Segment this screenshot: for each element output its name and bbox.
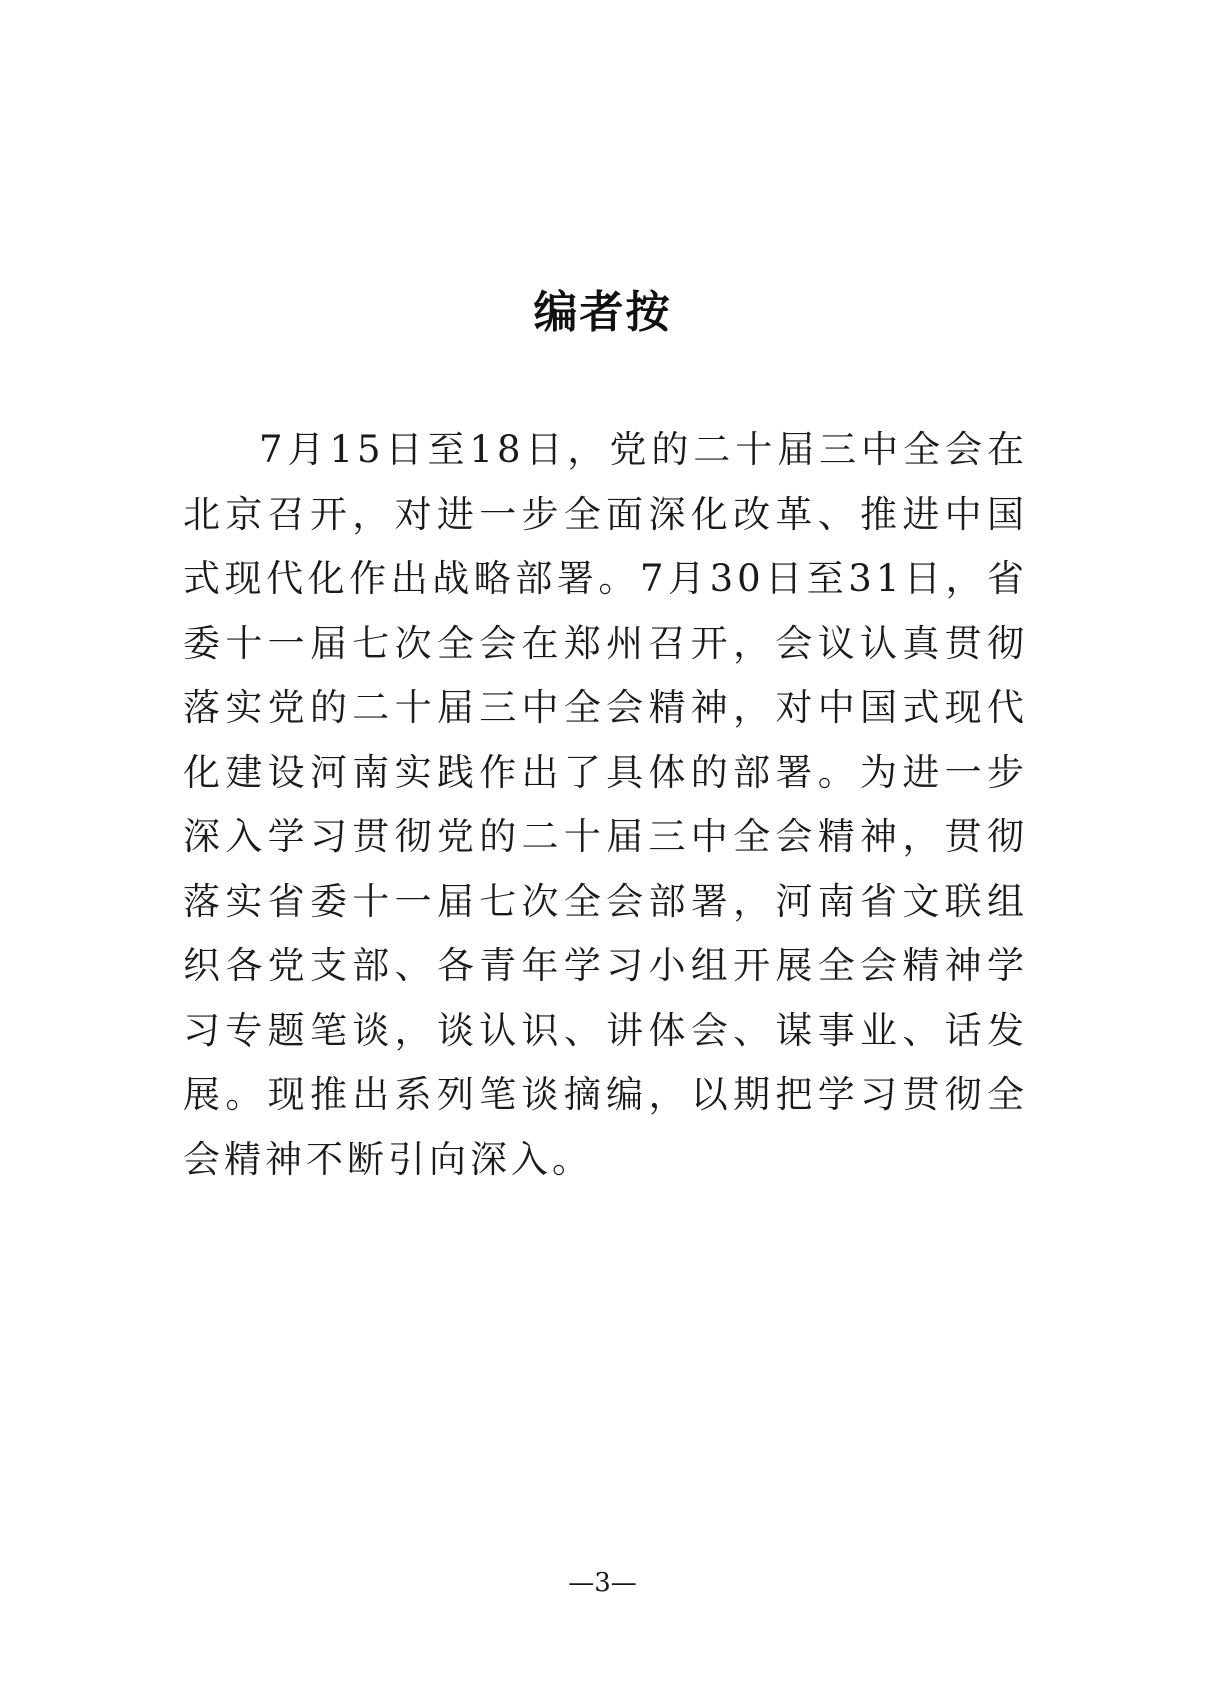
editor-note-body: 7月15日至18日，党的二十届三中全会在北京召开，对进一步全面深化改革、推进中国式现代化作出战略部署。7月30日至31日，省委十一届七次全会在郑州召开，会议认真贯彻落实党的二十届三中全会精神，对中国式现代化建设河南实践作出了具体的部署。为进一步深入学习贯彻党的二十届三中全会精神，贯彻落实省委十一届七次全会部署，河南省文联组织各党支部、各青年学习小组开展全会精神学习专题笔谈，谈认识、讲体会、谋事业、话发展。现推出系列笔谈摘编，以期把学习贯彻全会精神不断引向深入。 [183, 428, 1028, 1181]
editor-note-title: 编者按 [533, 287, 672, 338]
page-number: —3— [568, 1568, 637, 1598]
